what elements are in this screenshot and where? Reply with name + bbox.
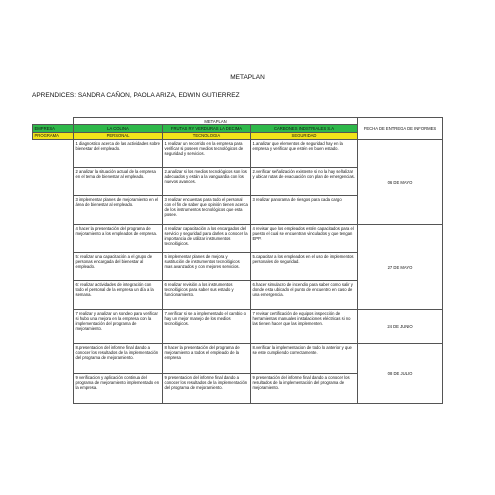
fecha-cell: 06 DE MAYO [358, 140, 443, 225]
programa-label: PROGRAMA [33, 132, 74, 139]
personal-cell: 6: realizar actividades de integración con todo el personal de la empresa un día a la semana. [74, 281, 163, 310]
seguridad-cell: 7 revisar certificación de equipos inspección de herramientas manuales instalaciones eléctricas si no las tienen hacer que las implementen. [251, 310, 358, 344]
empresa-label: EMPRESA [33, 125, 74, 132]
tecnologia-cell: 6 realizar revisión a los instrumentos tecnológicos para saber sus estado y funcionamiento. [163, 281, 251, 310]
personal-cell: 8.presentacion del informe final dando a conocer los resultados de la implementación del programa de mejoramiento. [74, 344, 163, 374]
aprendices-line: APRENDICES: SANDRA CAÑON, PAOLA ARIZA, EDWIN GUTIERREZ [32, 92, 240, 99]
tecnologia-cell: 3 realizar encuestas para todo el personal con el fin de saber que opinión tienen acerca de los instrumentos tecnológicos que esta posee. [163, 196, 251, 225]
seguridad-cell: 3 realizar panorama de riesgos para cada cargo [251, 196, 358, 225]
tecnologia-cell: 9 presentacion del informe final dando a conocer los resultados de la implementación del programa de mejoramiento. [163, 374, 251, 404]
table-row [33, 344, 443, 374]
personal-cell: 5: realizar una capacitación a el grupo de personas encargada del bienestar al empleado. [74, 253, 163, 281]
blank-cell [33, 118, 74, 125]
page-title: METAPLAN [230, 74, 265, 81]
metaplan-table [32, 117, 443, 404]
tecnologia-cell: 5 implementar planes de mejora y sustitución de instrumentos tecnológicos mas avanzados y con mejores servicios. [163, 253, 251, 281]
tecnologia-cell: 8 hacer la presentación del programa de mejoramiento a todos el empleado de la empresa [163, 344, 251, 374]
tecnologia-cell: 4 realizar capacitación a los encargados del servicio y seguridad para darles a conocer la importancia de utilizar instrumentos tecnológicos. [163, 225, 251, 253]
seguridad-cell: 2.verificar señalización existente si no la hay señalizar y ubicar rutas de evacuación con plan de emergencias. [251, 168, 358, 196]
fecha-cell: 27 DE MAYO [358, 225, 443, 310]
personal-cell: 3 implementar planes de mejoramiento en el área de bienestar al empleado. [74, 196, 163, 225]
company-la-colina: LA COLINA [74, 125, 163, 132]
fecha-header: FECHA DE ENTREGA DE INFORMES [358, 118, 443, 140]
program-personal: PERSONAL [74, 132, 163, 139]
table-row [33, 140, 443, 168]
tecnologia-cell: 2.analizar si los medios tecnológicos son los adecuados y están a la vanguardia con los nuevos avances. [163, 168, 251, 196]
program-seguridad: SEGURIDAD [251, 132, 358, 139]
personal-cell: 2 analizar la situación actual de la empresa en el tema de bienestar al empleado. [74, 168, 163, 196]
fecha-cell: 24 DE JUNIO [358, 310, 443, 344]
seguridad-cell: 8.verificar la implementacion de todo lo anterior y que se este cumpliendo correctamente. [251, 344, 358, 374]
seguridad-cell: 9 presentación del informe final dando a conocer los resultados de la implementación del programa de mejoramiento. [251, 374, 358, 404]
seguridad-cell: 6.hacer simulacro de incendio para saber como salir y donde esta ubicado el punto de encuentro en caso de una emergencia. [251, 281, 358, 310]
personal-cell: 9 verificacion y aplicación continua del programa de mejoramiento implementado en la empresa. [74, 374, 163, 404]
personal-cell: 1 diagnostico acerca de las actividades sobre bienestar del empleado. [74, 140, 163, 168]
fecha-cell: 08 DE JULIO [358, 344, 443, 404]
tecnologia-cell: 1 realizar un recorrido en la empresa para verificar si poseen medios tecnológicos de seguridad y servicios. [163, 140, 251, 168]
seguridad-cell: 4 revisar que los empleados estén capacitados para el puesto el cual se encuentran vinculados y que tengan EPP. [251, 225, 358, 253]
table-row [33, 310, 443, 344]
seguridad-cell: 1.analizar que elementos de seguridad hay en la empresa y verificar que estén en buen estado. [251, 140, 358, 168]
table-row [33, 225, 443, 253]
tecnologia-cell: 7.verificar si se a implementado el cambio o hay un mejor manejo de los medios tecnológicos. [163, 310, 251, 344]
program-tecnologia: TECNOLOGIA [163, 132, 251, 139]
personal-cell: 7 realizar y analizar un sondeo para verificar si hubo una mejora en la empresa con la implementación del programa de mejoramiento. [74, 310, 163, 344]
personal-cell: 4 hacer la presentación del programa de mejoramiento a los empleados de empresa. [74, 225, 163, 253]
company-carbones: CARBONES INDSTRIALES S.A [251, 125, 358, 132]
seguridad-cell: 5.capacitar a los empleados en el uso de implementos personales de seguridad. [251, 253, 358, 281]
company-frutas: FRUTAS RY VERDURAS LA DECIMA [163, 125, 251, 132]
metaplan-header: METAPLAN [74, 118, 358, 125]
